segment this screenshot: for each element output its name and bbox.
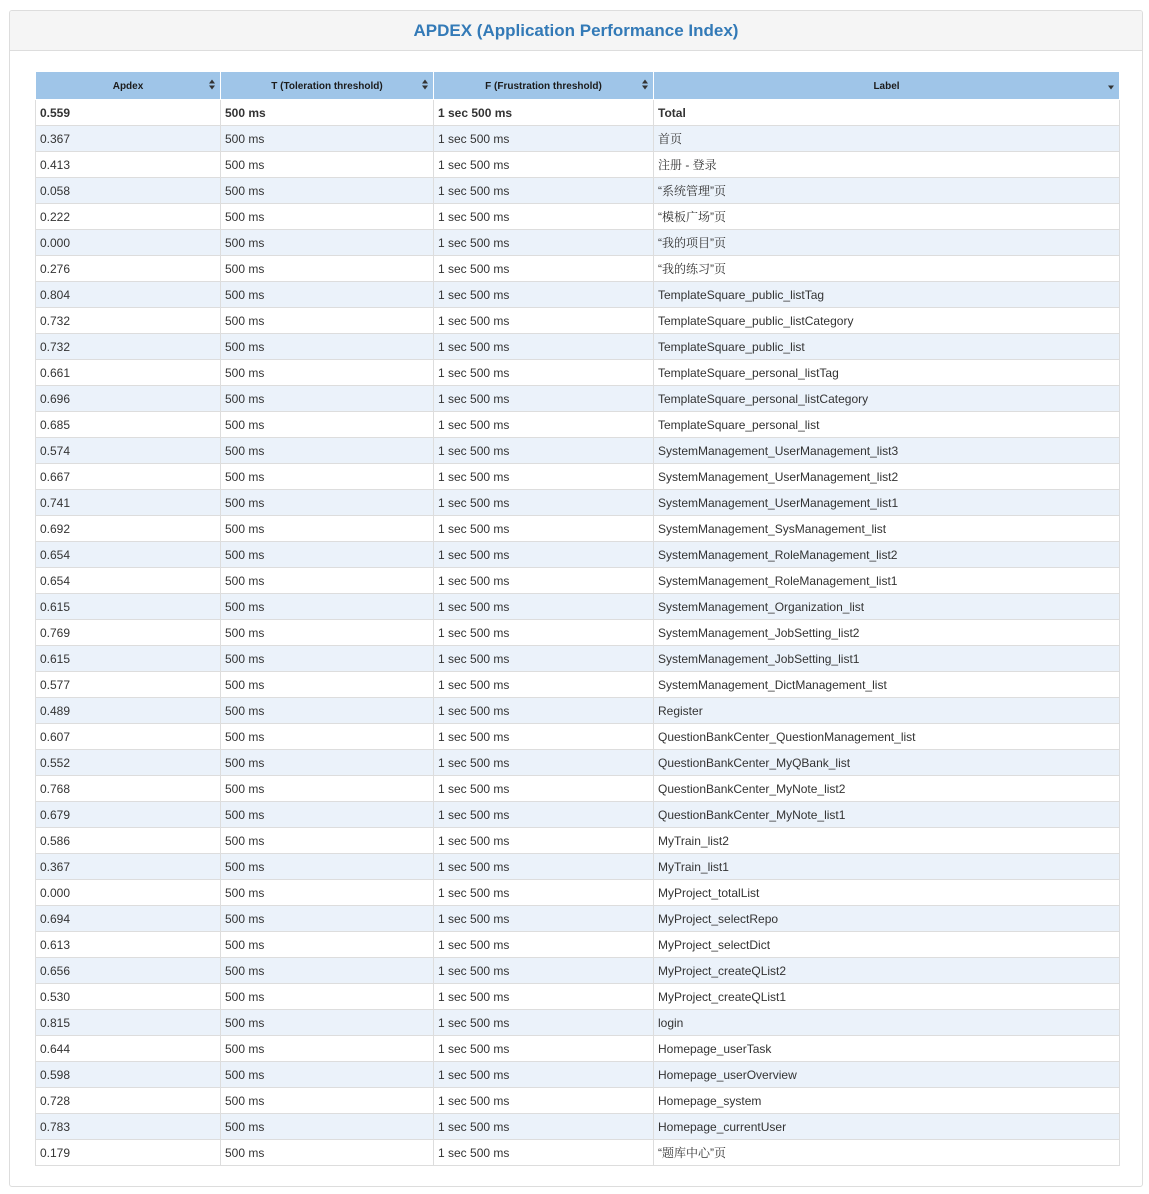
frustration-cell: 1 sec 500 ms (434, 620, 654, 646)
apdex-cell: 0.679 (36, 802, 221, 828)
label-cell: Total (654, 100, 1120, 126)
label-cell: Register (654, 698, 1120, 724)
label-cell: TemplateSquare_personal_listTag (654, 360, 1120, 386)
table-row (36, 438, 1120, 464)
toleration-cell: 500 ms (221, 178, 434, 204)
label-cell: QuestionBankCenter_MyNote_list1 (654, 802, 1120, 828)
toleration-cell: 500 ms (221, 802, 434, 828)
toleration-cell: 500 ms (221, 282, 434, 308)
apdex-cell: 0.179 (36, 1140, 221, 1166)
label-cell: SystemManagement_Organization_list (654, 594, 1120, 620)
apdex-cell: 0.685 (36, 412, 221, 438)
toleration-cell: 500 ms (221, 386, 434, 412)
toleration-cell: 500 ms (221, 1010, 434, 1036)
frustration-cell: 1 sec 500 ms (434, 646, 654, 672)
column-header-apdex[interactable] (36, 72, 221, 100)
frustration-cell: 1 sec 500 ms (434, 438, 654, 464)
label-cell: TemplateSquare_personal_listCategory (654, 386, 1120, 412)
frustration-cell: 1 sec 500 ms (434, 1036, 654, 1062)
table-row (36, 204, 1120, 230)
apdex-cell: 0.732 (36, 308, 221, 334)
toleration-cell: 500 ms (221, 464, 434, 490)
label-cell: MyProject_selectRepo (654, 906, 1120, 932)
toleration-cell: 500 ms (221, 880, 434, 906)
sort-descending-icon (1108, 82, 1114, 93)
table-row (36, 1036, 1120, 1062)
frustration-cell: 1 sec 500 ms (434, 1062, 654, 1088)
frustration-cell: 1 sec 500 ms (434, 1010, 654, 1036)
frustration-cell: 1 sec 500 ms (434, 594, 654, 620)
frustration-cell: 1 sec 500 ms (434, 1140, 654, 1166)
sort-both-icon (642, 79, 648, 90)
apdex-cell: 0.769 (36, 620, 221, 646)
toleration-cell: 500 ms (221, 594, 434, 620)
label-cell: Homepage_userTask (654, 1036, 1120, 1062)
apdex-cell: 0.607 (36, 724, 221, 750)
apdex-cell: 0.815 (36, 1010, 221, 1036)
frustration-cell: 1 sec 500 ms (434, 958, 654, 984)
table-row (36, 906, 1120, 932)
total-row (36, 100, 1120, 126)
table-row (36, 932, 1120, 958)
label-cell: 首页 (654, 126, 1120, 152)
apdex-cell: 0.559 (36, 100, 221, 126)
table-row (36, 126, 1120, 152)
table-row (36, 568, 1120, 594)
toleration-cell: 500 ms (221, 984, 434, 1010)
sort-both-icon (422, 79, 428, 90)
label-cell: Homepage_system (654, 1088, 1120, 1114)
table-row (36, 282, 1120, 308)
table-row (36, 984, 1120, 1010)
toleration-cell: 500 ms (221, 204, 434, 230)
table-row (36, 646, 1120, 672)
label-cell: “我的练习”页 (654, 256, 1120, 282)
apdex-cell: 0.692 (36, 516, 221, 542)
panel-title: APDEX (Application Performance Index) (413, 20, 739, 40)
label-cell: MyProject_selectDict (654, 932, 1120, 958)
table-header-row (36, 72, 1120, 100)
apdex-cell: 0.741 (36, 490, 221, 516)
table-row (36, 1114, 1120, 1140)
apdex-cell: 0.615 (36, 646, 221, 672)
toleration-cell: 500 ms (221, 1062, 434, 1088)
panel-heading (10, 11, 1142, 51)
frustration-cell: 1 sec 500 ms (434, 412, 654, 438)
toleration-cell: 500 ms (221, 906, 434, 932)
table-row (36, 1088, 1120, 1114)
table-row (36, 828, 1120, 854)
apdex-cell: 0.654 (36, 542, 221, 568)
toleration-cell: 500 ms (221, 126, 434, 152)
frustration-cell: 1 sec 500 ms (434, 464, 654, 490)
label-cell: SystemManagement_RoleManagement_list2 (654, 542, 1120, 568)
label-cell: MyProject_createQList2 (654, 958, 1120, 984)
table-row (36, 334, 1120, 360)
apdex-cell: 0.732 (36, 334, 221, 360)
apdex-cell: 0.413 (36, 152, 221, 178)
frustration-cell: 1 sec 500 ms (434, 828, 654, 854)
toleration-cell: 500 ms (221, 932, 434, 958)
apdex-cell: 0.586 (36, 828, 221, 854)
frustration-cell: 1 sec 500 ms (434, 802, 654, 828)
label-cell: MyProject_totalList (654, 880, 1120, 906)
apdex-cell: 0.000 (36, 880, 221, 906)
frustration-cell: 1 sec 500 ms (434, 230, 654, 256)
toleration-cell: 500 ms (221, 1140, 434, 1166)
apdex-cell: 0.367 (36, 126, 221, 152)
frustration-cell: 1 sec 500 ms (434, 750, 654, 776)
toleration-cell: 500 ms (221, 1088, 434, 1114)
table-row (36, 256, 1120, 282)
apdex-panel (9, 10, 1143, 1187)
toleration-cell: 500 ms (221, 568, 434, 594)
label-cell: TemplateSquare_public_listCategory (654, 308, 1120, 334)
toleration-cell: 500 ms (221, 750, 434, 776)
toleration-cell: 500 ms (221, 256, 434, 282)
toleration-cell: 500 ms (221, 308, 434, 334)
table-row (36, 1010, 1120, 1036)
toleration-cell: 500 ms (221, 646, 434, 672)
apdex-cell: 0.489 (36, 698, 221, 724)
label-cell: “我的项目”页 (654, 230, 1120, 256)
apdex-cell: 0.367 (36, 854, 221, 880)
label-cell: SystemManagement_JobSetting_list2 (654, 620, 1120, 646)
frustration-cell: 1 sec 500 ms (434, 724, 654, 750)
table-row (36, 230, 1120, 256)
label-cell: “模板广场”页 (654, 204, 1120, 230)
column-header-label: Label (873, 81, 900, 92)
table-row (36, 776, 1120, 802)
table-row (36, 490, 1120, 516)
frustration-cell: 1 sec 500 ms (434, 282, 654, 308)
apdex-cell: 0.613 (36, 932, 221, 958)
toleration-cell: 500 ms (221, 360, 434, 386)
frustration-cell: 1 sec 500 ms (434, 490, 654, 516)
toleration-cell: 500 ms (221, 620, 434, 646)
apdex-cell: 0.530 (36, 984, 221, 1010)
toleration-cell: 500 ms (221, 828, 434, 854)
table-row (36, 958, 1120, 984)
table-row (36, 620, 1120, 646)
toleration-cell: 500 ms (221, 334, 434, 360)
apdex-cell: 0.656 (36, 958, 221, 984)
frustration-cell: 1 sec 500 ms (434, 386, 654, 412)
label-cell: MyProject_createQList1 (654, 984, 1120, 1010)
frustration-cell: 1 sec 500 ms (434, 568, 654, 594)
apdex-cell: 0.654 (36, 568, 221, 594)
table-row (36, 464, 1120, 490)
toleration-cell: 500 ms (221, 1036, 434, 1062)
table-row (36, 594, 1120, 620)
label-cell: 注册 - 登录 (654, 152, 1120, 178)
sort-both-icon (209, 79, 215, 90)
label-cell: “系统管理”页 (654, 178, 1120, 204)
frustration-cell: 1 sec 500 ms (434, 672, 654, 698)
table-row (36, 802, 1120, 828)
label-cell: Homepage_userOverview (654, 1062, 1120, 1088)
frustration-cell: 1 sec 500 ms (434, 256, 654, 282)
column-header-label: T (Toleration threshold) (271, 81, 383, 92)
apdex-cell: 0.694 (36, 906, 221, 932)
frustration-cell: 1 sec 500 ms (434, 178, 654, 204)
table-row (36, 1140, 1120, 1166)
label-cell: TemplateSquare_public_listTag (654, 282, 1120, 308)
label-cell: SystemManagement_SysManagement_list (654, 516, 1120, 542)
toleration-cell: 500 ms (221, 698, 434, 724)
label-cell: QuestionBankCenter_MyNote_list2 (654, 776, 1120, 802)
column-header-label: Apdex (112, 81, 144, 92)
frustration-cell: 1 sec 500 ms (434, 334, 654, 360)
apdex-cell: 0.615 (36, 594, 221, 620)
label-cell: Homepage_currentUser (654, 1114, 1120, 1140)
toleration-cell: 500 ms (221, 958, 434, 984)
toleration-cell: 500 ms (221, 100, 434, 126)
label-cell: QuestionBankCenter_MyQBank_list (654, 750, 1120, 776)
label-cell: SystemManagement_UserManagement_list2 (654, 464, 1120, 490)
column-header-label: F (Frustration threshold) (485, 81, 602, 92)
toleration-cell: 500 ms (221, 438, 434, 464)
toleration-cell: 500 ms (221, 1114, 434, 1140)
table-row (36, 542, 1120, 568)
column-header-t-threshold[interactable] (221, 72, 434, 100)
toleration-cell: 500 ms (221, 724, 434, 750)
frustration-cell: 1 sec 500 ms (434, 308, 654, 334)
apdex-cell: 0.222 (36, 204, 221, 230)
frustration-cell: 1 sec 500 ms (434, 152, 654, 178)
label-cell: SystemManagement_DictManagement_list (654, 672, 1120, 698)
label-cell: TemplateSquare_personal_list (654, 412, 1120, 438)
label-cell: login (654, 1010, 1120, 1036)
frustration-cell: 1 sec 500 ms (434, 204, 654, 230)
table-row (36, 516, 1120, 542)
label-cell: SystemManagement_JobSetting_list1 (654, 646, 1120, 672)
frustration-cell: 1 sec 500 ms (434, 100, 654, 126)
frustration-cell: 1 sec 500 ms (434, 542, 654, 568)
table-row (36, 880, 1120, 906)
frustration-cell: 1 sec 500 ms (434, 698, 654, 724)
label-cell: SystemManagement_UserManagement_list1 (654, 490, 1120, 516)
frustration-cell: 1 sec 500 ms (434, 984, 654, 1010)
apdex-cell: 0.696 (36, 386, 221, 412)
apdex-cell: 0.667 (36, 464, 221, 490)
apdex-cell: 0.574 (36, 438, 221, 464)
table-row (36, 698, 1120, 724)
label-cell: TemplateSquare_public_list (654, 334, 1120, 360)
apdex-table (35, 71, 1120, 1166)
label-cell: “题库中心”页 (654, 1140, 1120, 1166)
apdex-cell: 0.577 (36, 672, 221, 698)
apdex-cell: 0.644 (36, 1036, 221, 1062)
apdex-cell: 0.768 (36, 776, 221, 802)
label-cell: SystemManagement_UserManagement_list3 (654, 438, 1120, 464)
column-header-label-col[interactable] (654, 72, 1120, 100)
table-row (36, 412, 1120, 438)
frustration-cell: 1 sec 500 ms (434, 126, 654, 152)
toleration-cell: 500 ms (221, 854, 434, 880)
table-row (36, 178, 1120, 204)
apdex-cell: 0.276 (36, 256, 221, 282)
table-row (36, 854, 1120, 880)
label-cell: QuestionBankCenter_QuestionManagement_list (654, 724, 1120, 750)
apdex-cell: 0.783 (36, 1114, 221, 1140)
table-row (36, 152, 1120, 178)
frustration-cell: 1 sec 500 ms (434, 906, 654, 932)
apdex-cell: 0.000 (36, 230, 221, 256)
frustration-cell: 1 sec 500 ms (434, 932, 654, 958)
table-row (36, 308, 1120, 334)
table-row (36, 750, 1120, 776)
frustration-cell: 1 sec 500 ms (434, 880, 654, 906)
apdex-cell: 0.058 (36, 178, 221, 204)
column-header-f-threshold[interactable] (434, 72, 654, 100)
toleration-cell: 500 ms (221, 490, 434, 516)
toleration-cell: 500 ms (221, 542, 434, 568)
table-row (36, 360, 1120, 386)
toleration-cell: 500 ms (221, 412, 434, 438)
apdex-cell: 0.728 (36, 1088, 221, 1114)
apdex-cell: 0.804 (36, 282, 221, 308)
toleration-cell: 500 ms (221, 672, 434, 698)
toleration-cell: 500 ms (221, 776, 434, 802)
apdex-cell: 0.552 (36, 750, 221, 776)
frustration-cell: 1 sec 500 ms (434, 854, 654, 880)
apdex-cell: 0.661 (36, 360, 221, 386)
frustration-cell: 1 sec 500 ms (434, 776, 654, 802)
toleration-cell: 500 ms (221, 230, 434, 256)
label-cell: MyTrain_list1 (654, 854, 1120, 880)
frustration-cell: 1 sec 500 ms (434, 360, 654, 386)
table-row (36, 386, 1120, 412)
table-row (36, 672, 1120, 698)
label-cell: MyTrain_list2 (654, 828, 1120, 854)
label-cell: SystemManagement_RoleManagement_list1 (654, 568, 1120, 594)
frustration-cell: 1 sec 500 ms (434, 1114, 654, 1140)
frustration-cell: 1 sec 500 ms (434, 516, 654, 542)
frustration-cell: 1 sec 500 ms (434, 1088, 654, 1114)
table-row (36, 724, 1120, 750)
apdex-cell: 0.598 (36, 1062, 221, 1088)
toleration-cell: 500 ms (221, 152, 434, 178)
table-row (36, 1062, 1120, 1088)
toleration-cell: 500 ms (221, 516, 434, 542)
